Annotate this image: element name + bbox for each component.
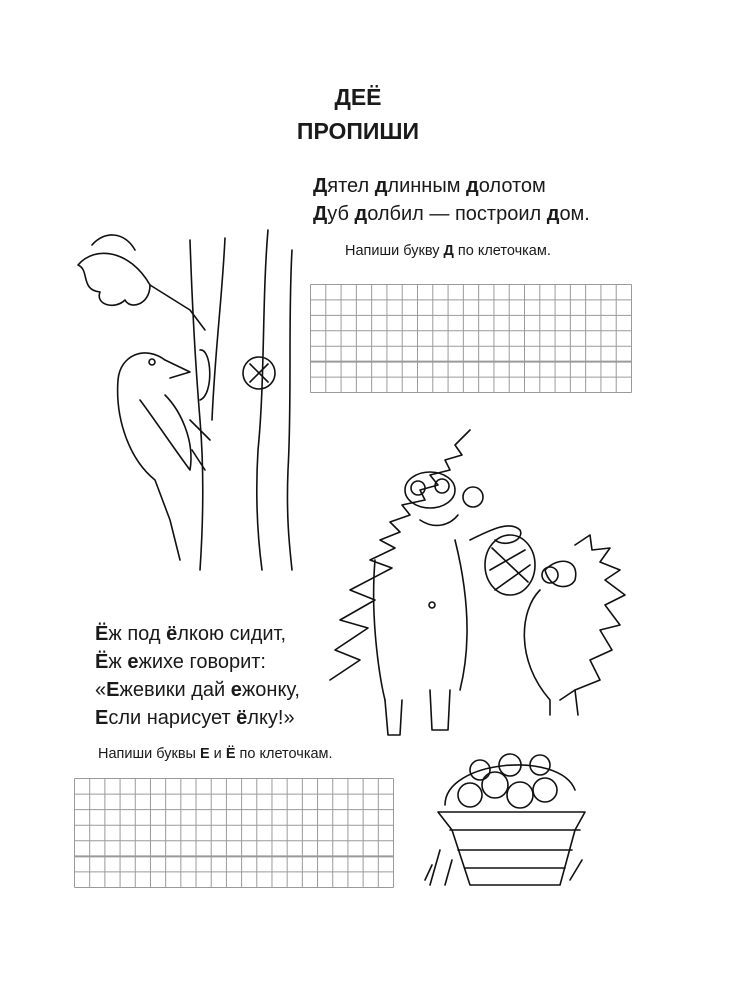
text-segment: ом. [559, 203, 590, 225]
highlighted-letter: ё [236, 707, 248, 729]
text-segment: сли нарисует [108, 707, 237, 729]
highlighted-letter: ё [166, 623, 178, 645]
title-write: ПРОПИШИ [296, 118, 420, 144]
tree-trunk-illustration [190, 230, 292, 570]
hedgehog-big-illustration [330, 430, 521, 735]
text-segment: олотом [478, 175, 546, 197]
text-segment: лкою сидит, [177, 623, 287, 645]
berries-illustration [485, 535, 558, 595]
highlighted-letter: Е [199, 746, 210, 762]
text-segment: линным [387, 175, 467, 197]
title-letters: ДЕЁ [334, 84, 382, 110]
text-segment: по клеточкам. [235, 746, 333, 762]
hedgehog-small-illustration [524, 535, 625, 715]
woodpecker-illustration [118, 353, 210, 560]
text-segment: уб [327, 203, 355, 225]
highlighted-letter: д [546, 203, 560, 225]
highlighted-letter: Ё [225, 746, 236, 762]
highlighted-letter: Е [95, 707, 109, 729]
highlighted-letter: Д [313, 203, 328, 225]
text-segment: ятел [327, 175, 375, 197]
highlighted-letter: д [466, 175, 479, 197]
text-segment: ж [108, 651, 128, 673]
text-segment: жевики дай [119, 679, 231, 701]
text-segment: жонку, [241, 679, 300, 701]
highlighted-letter: Е [106, 679, 120, 701]
highlighted-letter: д [354, 203, 368, 225]
text-segment: Напиши буквы [98, 746, 200, 762]
basket-illustration [425, 754, 585, 885]
highlighted-letter: Д [313, 175, 328, 197]
text-segment: по клеточкам. [453, 243, 551, 259]
highlighted-letter: Ё [95, 623, 109, 645]
highlighted-letter: е [230, 679, 242, 701]
text-segment: « [95, 679, 107, 701]
text-segment: ж под [108, 623, 167, 645]
text-segment: лку!» [247, 707, 295, 729]
highlighted-letter: д [374, 175, 388, 197]
highlighted-letter: е [127, 651, 139, 673]
oak-leaf-illustration [78, 235, 205, 330]
text-segment: жихе говорит: [138, 651, 266, 673]
highlighted-letter: Ё [95, 651, 109, 673]
text-segment: и [209, 746, 226, 762]
text-segment: Напиши букву [345, 243, 444, 259]
highlighted-letter: Д [443, 243, 454, 259]
text-segment: олбил — построил [367, 203, 547, 225]
